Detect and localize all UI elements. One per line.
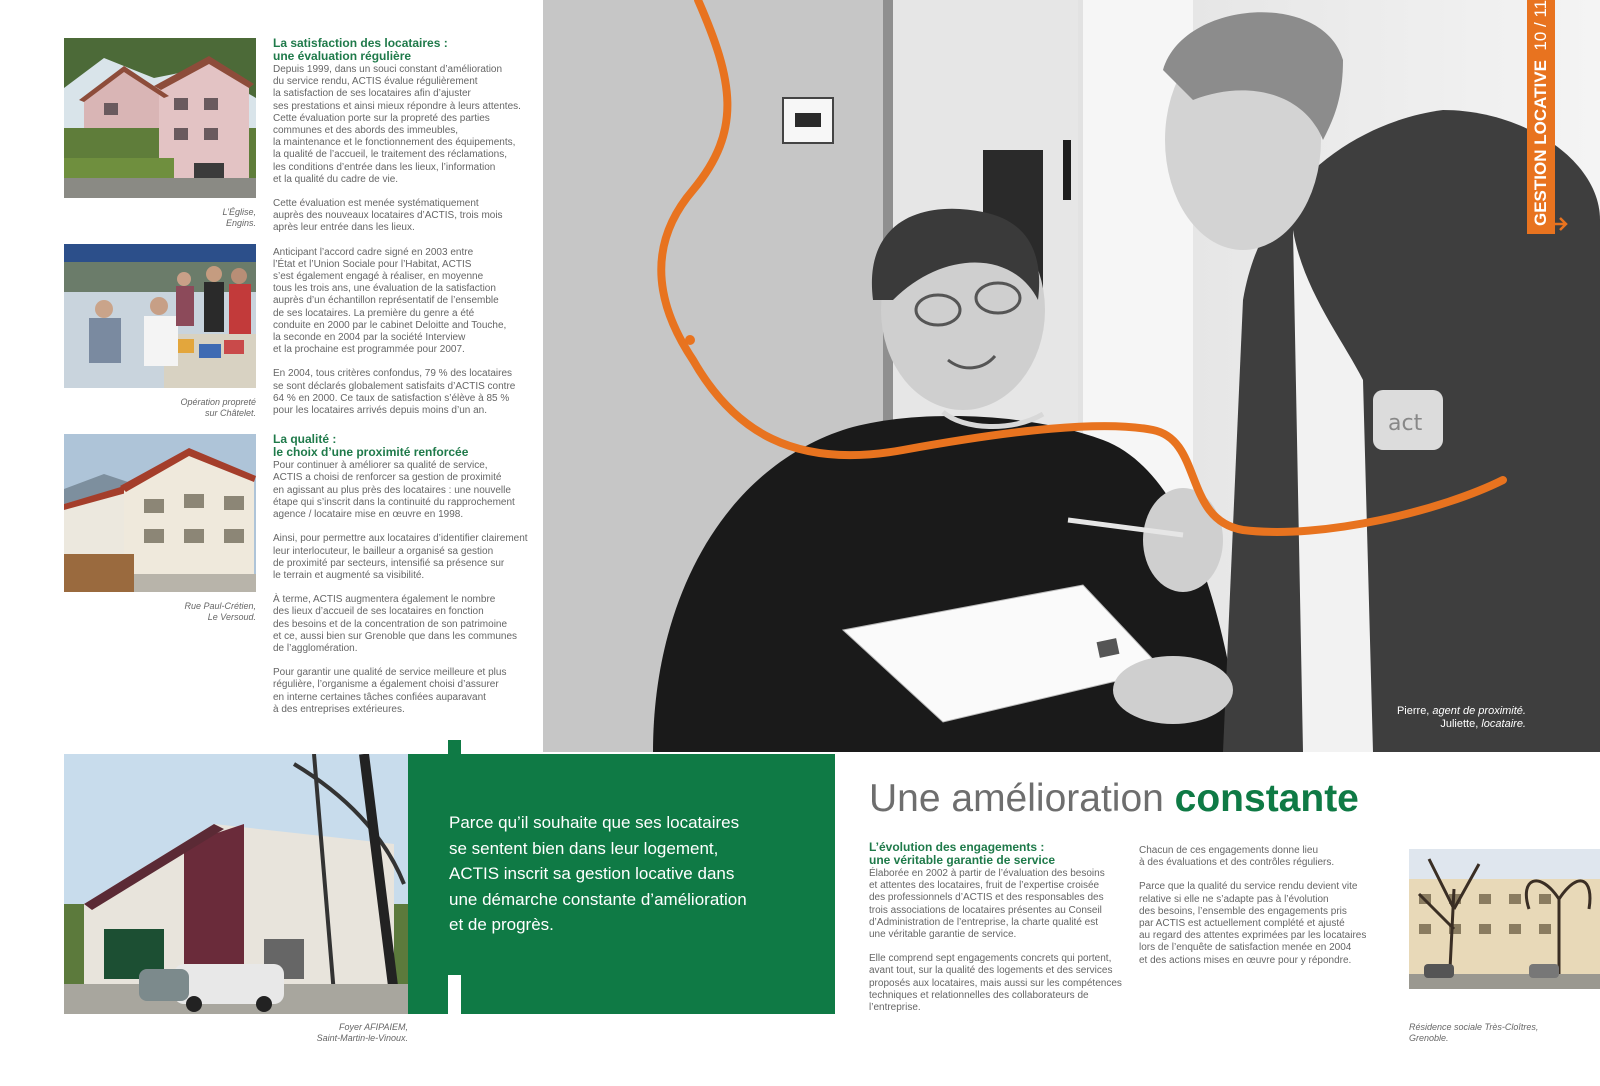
quote-box bbox=[408, 754, 835, 1014]
jacket-logo-text: act bbox=[1388, 411, 1423, 436]
title-light: Une amélioration bbox=[869, 777, 1175, 820]
residence-photo-le-versoud bbox=[64, 434, 256, 592]
satisfaction-section bbox=[273, 37, 538, 716]
paragraph: Anticipant l’accord cadre signé en 2003 entre l’État et l’Union Sociale pour l’Habitat, ACTIS s’est également engagé à réaliser, en moyenne tous les trois ans, une évaluation de la satisfaction auprès d’un échantillon représentatif de l’ensemble de ses locataires. La première du genre a été conduite en 2000 par le cabinet Deloitte and Touche, la seconde en 2004 par la société Interview et la prochaine est programmée pour 2007. bbox=[273, 246, 507, 356]
arrow-right-icon bbox=[1552, 214, 1568, 234]
quote-mark-bottom bbox=[448, 975, 461, 1014]
photo-caption: Opération propreté sur Châtelet. bbox=[180, 397, 256, 418]
caption-role: agent de proximité. bbox=[1429, 705, 1526, 717]
section-name: GESTION LOCATIVE bbox=[1531, 60, 1550, 226]
caption-name: Juliette, bbox=[1440, 718, 1479, 730]
paragraph: Chacun de ces engagements donne lieu à des évaluations et des contrôles réguliers. bbox=[1139, 845, 1335, 869]
house-photo-engins bbox=[64, 38, 256, 198]
section-side-tab-label bbox=[1524, 0, 1558, 226]
paragraph: Cette évaluation est menée systématiquement auprès des nouveaux locataires d’ACTIS, trois mois après leur entrée dans les lieux. bbox=[273, 198, 503, 234]
caption-role: locataire. bbox=[1478, 718, 1526, 730]
caption-name: Pierre, bbox=[1396, 705, 1430, 717]
foyer-afipaiem-photo bbox=[64, 754, 410, 1014]
section-heading: La satisfaction des locataires : une évaluation régulière bbox=[273, 36, 448, 63]
residence-tres-cloitres-photo bbox=[1409, 849, 1600, 989]
photo-caption: Rue Paul-Crétien, Le Versoud. bbox=[184, 601, 256, 622]
main-photo-agent-and-tenant bbox=[543, 0, 1600, 752]
paragraph: Parce que la qualité du service rendu devient vite relative si elle ne s’adapte pas à l’évolution des besoins, l’ensemble des engagements pris par ACTIS est actuellement complété et ajusté au regard des attentes exprimées par les locataires lors de l’enquête de satisfaction menée en 2004 et des actions mises en œuvre pour y répondre. bbox=[1139, 881, 1367, 966]
photo-caption: Résidence sociale Très-Cloîtres, Grenoble. bbox=[1409, 1022, 1539, 1043]
commitments-section-continued bbox=[1139, 845, 1409, 967]
paragraph: En 2004, tous critères confondus, 79 % des locataires se sont déclarés globalement satisfaits d’ACTIS contre 64 % en 2000. Ce taux de satisfaction s’élève à 85 % pour les locataires arrivés depuis moins d’un an. bbox=[273, 368, 516, 417]
main-photo-caption bbox=[1330, 705, 1526, 731]
paragraph: Depuis 1999, dans un souci constant d’amélioration du service rendu, ACTIS évalue régulièrement la satisfaction de ses locataires afin d’ajuster ses prestations et ainsi mieux répondre à leurs attentes. Cette évaluation porte sur la propreté des parties communes et des abords des immeubles, la maintenance et le fonctionnement des équipements, la qualité de l’accueil, le traitement des réclamations, les conditions d’entrée dans les lieux, l’information et la qualité du cadre de vie. bbox=[273, 64, 521, 185]
cleaning-operation-photo bbox=[64, 244, 256, 388]
photo-caption: Foyer AFIPAIEM, Saint-Martin-le-Vinoux. bbox=[316, 1022, 408, 1043]
photo-caption: L’Église, Engins. bbox=[222, 207, 256, 228]
paragraph: Ainsi, pour permettre aux locataires d’identifier clairement leur interlocuteur, le bailleur a organisé sa gestion de proximité par secteurs, intensifié sa présence sur le terrain et augmenté sa visibilité. bbox=[273, 533, 528, 581]
page-number: 10 / 11 bbox=[1531, 0, 1550, 51]
paragraph: À terme, ACTIS augmentera également le nombre des lieux d’accueil de ses locataires en fonction des besoins et de la concentration de son patrimoine et ce, aussi bien sur Grenoble que dans les communes de l’agglomération. bbox=[273, 594, 518, 654]
paragraph: Pour garantir une qualité de service meilleure et plus régulière, l’organisme a également choisi d’assurer en interne certaines tâches confiées auparavant à des entreprises extérieures. bbox=[273, 667, 507, 715]
paragraph: Elle comprend sept engagements concrets qui portent, avant tout, sur la qualité des logements et des services proposés aux locataires, mais aussi sur les compétences techniques et relationnelles des collaborateurs de l’entreprise. bbox=[869, 953, 1122, 1014]
quote-text: Parce qu’il souhaite que ses locataires se sentent bien dans leur logement, ACTIS inscrit sa gestion locative dans une démarche constante d’amélioration et de progrès. bbox=[449, 813, 747, 934]
commitments-section bbox=[869, 841, 1139, 1014]
quote-mark-top bbox=[448, 740, 461, 754]
title-bold: constante bbox=[1174, 777, 1359, 820]
section-heading: La qualité : le choix d’une proximité renforcée bbox=[273, 432, 469, 460]
section-heading: L’évolution des engagements : une véritable garantie de service bbox=[869, 840, 1056, 867]
paragraph: Élaborée en 2002 à partir de l’évaluation des besoins et attentes des locataires, fruit de l’expertise croisée des professionnels d’ACTIS et des responsables des trois associations de locataires présentes au Conseil d’Administration de l’entreprise, la charte qualité est une véritable garantie de service. bbox=[869, 868, 1105, 941]
page-title bbox=[869, 776, 1569, 822]
paragraph: Pour continuer à améliorer sa qualité de service, ACTIS a choisi de renforcer sa gestion de proximité en agissant au plus près des locataires : une nouvelle étape qui s’inscrit dans la continuité du rapprochement agence / locataire mise en œuvre en 1998. bbox=[273, 460, 515, 521]
